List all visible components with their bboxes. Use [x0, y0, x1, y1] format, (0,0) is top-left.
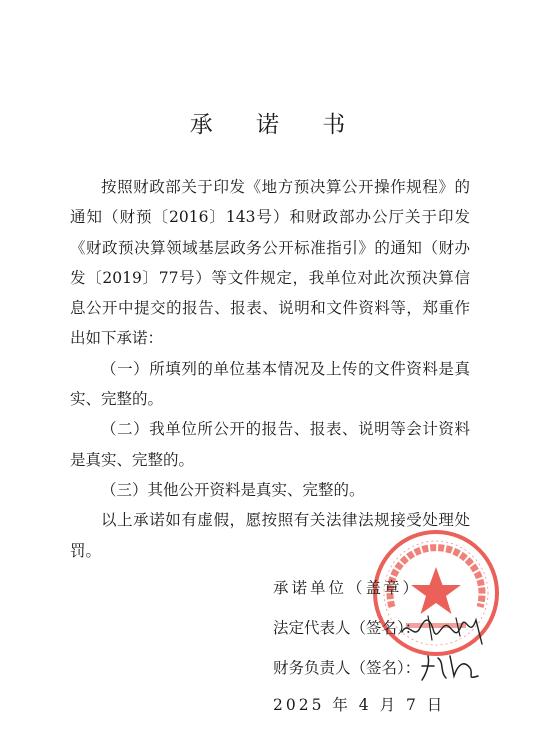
signature-block	[273, 568, 421, 688]
document-body	[70, 172, 470, 566]
paragraph-closing: 以上承诺如有虚假，愿按照有关法律法规接受处理处罚。	[70, 511, 470, 560]
document-date: 2025 年 4 月 7 日	[273, 696, 446, 714]
paragraph-intro: 按照财政部关于印发《地方预决算公开操作规程》的通知（财预〔2016〕143号）和财政部办公厅关于印发《财政预决算领域基层政务公开标准指引》的通知（财办发〔2019〕77号）等文件规定，我单位对此次预决算信息公开中提交的报告、报表、说明和文件资料等，郑重作出如下承诺：	[70, 178, 470, 348]
document-title: 承 诺 书	[189, 112, 364, 138]
paragraph-item-3: （三）其他公开资料是真实、完整的。	[101, 480, 365, 499]
legal-representative-label: 法定代表人（签名）：	[273, 619, 421, 637]
unit-seal-label: 承诺单位（盖章）	[273, 579, 422, 597]
paragraph-item-1: （一）所填列的单位基本情况及上传的文件资料是真实、完整的。	[70, 359, 470, 409]
paragraph-item-2: （二）我单位所公开的报告、报表、说明等会计资料是真实、完整的。	[70, 420, 470, 469]
finance-head-label: 财务负责人（签名）：	[273, 659, 421, 677]
